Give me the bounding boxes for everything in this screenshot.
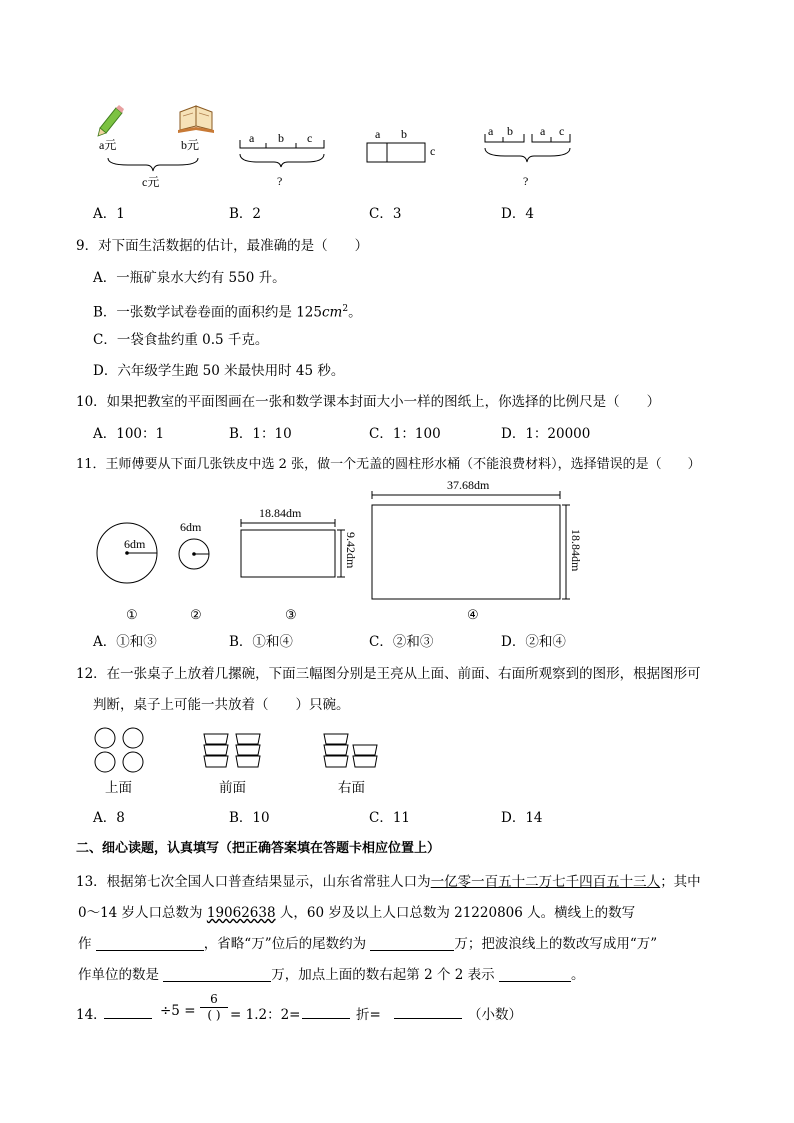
q12-option-c[interactable]: C．11 <box>369 810 411 826</box>
fig1-b-label: b元 <box>181 138 200 152</box>
fig1-c-label: c元 <box>142 175 160 189</box>
q13-line4-c: 。 <box>570 967 585 983</box>
q11-rect3-width-label: 18.84dm <box>259 506 302 520</box>
top-view-circles <box>95 728 143 772</box>
q14-divide: ÷5 = <box>160 1003 196 1019</box>
fig4-a2-label: a <box>540 124 546 138</box>
q13-blank-1[interactable] <box>96 936 204 951</box>
q11-option-b[interactable]: B．①和④ <box>229 634 293 650</box>
q13-line4 <box>78 965 584 985</box>
q14-blank-2[interactable] <box>302 1004 350 1019</box>
q13-blank-4[interactable] <box>499 967 571 982</box>
q8-option-a[interactable]: A．1 <box>93 206 125 222</box>
q11-figures <box>0 475 794 630</box>
q9-option-b-exp: 2 <box>342 304 349 314</box>
q12-label-front: 前面 <box>219 780 246 795</box>
q14-zhe: 折= <box>356 1007 381 1023</box>
q10-option-a[interactable]: A．100：1 <box>93 426 165 442</box>
q14-fraction-denominator[interactable]: ( ) <box>200 1007 228 1022</box>
fig4-a1-label: a <box>488 124 494 138</box>
q11-label-1: ① <box>126 607 138 622</box>
q13-line3-b: ，省略“万”位后的尾数约为 <box>203 936 371 952</box>
q9-option-a[interactable]: A．一瓶矿泉水大约有 550 升。 <box>93 270 286 286</box>
q13-line1 <box>76 872 701 892</box>
fig4-q-label: ? <box>523 174 529 188</box>
q14-blank-1[interactable] <box>104 1004 152 1019</box>
q11-option-c[interactable]: C．②和③ <box>369 634 434 650</box>
q13-wavy-number: 19062638 <box>206 905 276 921</box>
q12-option-a[interactable]: A．8 <box>93 810 125 826</box>
q13-underlined-number: 一亿零一百五十二万七千四百五十三人 <box>430 874 661 890</box>
q9-option-c[interactable]: C．一袋食盐约重 0.5 千克。 <box>93 332 269 348</box>
q14-ratio: = 1.2：2= <box>230 1007 301 1023</box>
q11-option-a[interactable]: A．①和③ <box>93 634 157 650</box>
fig3-b-label: b <box>401 127 407 141</box>
fig2-c-label: c <box>307 131 313 145</box>
q14-note: （小数） <box>468 1007 522 1023</box>
q12-stem-line2: 判断，桌子上可能一共放着（ ）只碗。 <box>93 697 350 713</box>
q11-label-4: ④ <box>467 607 479 622</box>
q10-option-d[interactable]: D．1：20000 <box>501 426 591 442</box>
q14-fraction <box>200 992 228 1022</box>
q13-line4-a: 作单位的数是 <box>78 967 164 983</box>
q13-line2-end: 人，60 岁及以上人口总数为 21220806 人。横线上的数写 <box>275 905 636 921</box>
q9-option-b-end: 。 <box>348 304 362 321</box>
q12-figures <box>0 720 794 800</box>
q13-blank-2[interactable] <box>370 936 454 951</box>
q14-number: 14． <box>76 1007 107 1023</box>
q11-label-3: ③ <box>285 607 297 622</box>
front-view-bowls <box>204 734 260 767</box>
q8-option-b[interactable]: B．2 <box>229 206 262 222</box>
q13-line2-text: 0～14 岁人口总数为 <box>78 905 207 921</box>
fig2-q-label: ? <box>277 174 283 188</box>
q11-circle2-label: 6dm <box>180 520 202 534</box>
fig4-b-label: b <box>507 124 513 138</box>
right-view-bowls <box>324 734 377 767</box>
q13-line3 <box>78 934 657 954</box>
q13-line2 <box>78 903 635 923</box>
q10-option-b[interactable]: B．1：10 <box>229 426 292 442</box>
fig3-c-label: c <box>430 144 436 158</box>
q12-stem-line1: 12．在一张桌子上放着几摞碗，下面三幅图分别是王亮从上面、前面、右面所观察到的图形，根据图形可 <box>76 666 701 682</box>
q11-option-d[interactable]: D．②和④ <box>501 634 566 650</box>
q10-option-c[interactable]: C．1：100 <box>369 426 441 442</box>
q11-rect3-height-label: 9.42dm <box>344 532 358 569</box>
q8-figures <box>0 0 794 200</box>
q13-line1-end: ；其中 <box>660 874 701 890</box>
q9-option-b[interactable] <box>93 299 362 323</box>
q14-blank-3[interactable] <box>394 1004 462 1019</box>
q13-line3-a: 作 <box>78 936 96 952</box>
q11-stem: 11．王师傅要从下面几张铁皮中选 2 张，做一个无盖的圆柱形水桶（不能浪费材料），选择错误的是（ ） <box>76 457 701 472</box>
q13-line3-c: 万；把波浪线上的数改写成用“万” <box>454 936 658 952</box>
fig4-c-label: c <box>559 124 565 138</box>
q9-option-b-unit: cm <box>321 304 343 321</box>
q11-rect4-width-label: 37.68dm <box>447 478 490 492</box>
q13-line1-text: 13．根据第七次全国人口普查结果显示，山东省常驻人口为 <box>76 874 431 890</box>
q12-option-d[interactable]: D．14 <box>501 810 543 826</box>
q12-option-b[interactable]: B．10 <box>229 810 270 826</box>
fig2-b-label: b <box>278 131 284 145</box>
book-icon <box>178 106 214 133</box>
q9-option-d[interactable]: D．六年级学生跑 50 米最快用时 45 秒。 <box>93 363 345 379</box>
fig1-a-label: a元 <box>99 138 117 152</box>
q12-label-top: 上面 <box>105 780 132 795</box>
q9-option-b-text: B．一张数学试卷卷面的面积约是 125 <box>93 304 322 321</box>
pencil-icon <box>98 105 124 136</box>
q14-fraction-numerator: 6 <box>210 992 218 1006</box>
q13-blank-3[interactable] <box>163 967 271 982</box>
q10-stem: 10．如果把教室的平面图画在一张和数学课本封面大小一样的图纸上，你选择的比例尺是（ ） <box>76 394 661 410</box>
fig3-a-label: a <box>375 127 381 141</box>
q9-stem: 9．对下面生活数据的估计，最准确的是（ ） <box>76 238 369 254</box>
fig2-a-label: a <box>249 131 255 145</box>
q13-line4-b: 万，加点上面的数右起第 2 个 2 表示 <box>271 967 499 983</box>
q12-label-right: 右面 <box>338 780 365 795</box>
q11-circle1-label: 6dm <box>124 537 146 551</box>
q11-label-2: ② <box>190 607 202 622</box>
section-2-heading: 二、细心读题，认真填写（把正确答案填在答题卡相应位置上） <box>76 841 441 856</box>
q8-option-c[interactable]: C．3 <box>369 206 402 222</box>
q11-rect4-height-label: 18.84dm <box>569 529 583 572</box>
q8-option-d[interactable]: D．4 <box>501 206 534 222</box>
